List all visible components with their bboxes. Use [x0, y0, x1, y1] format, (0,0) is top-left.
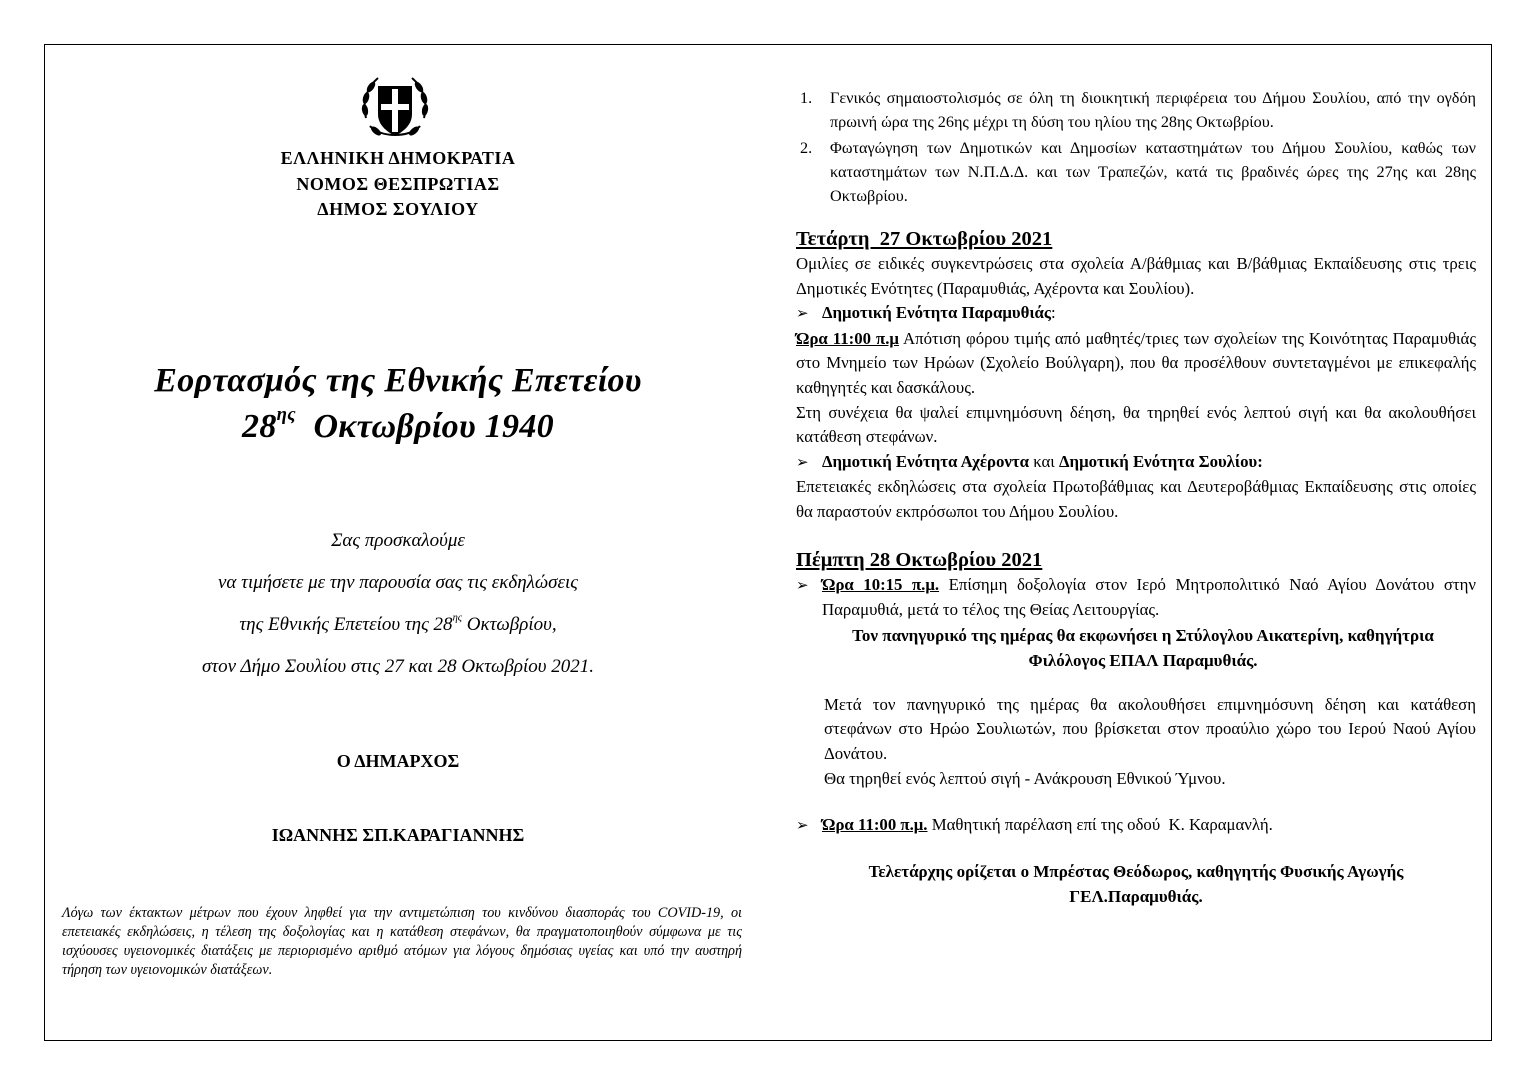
day1-time1: Ώρα 11:00 π.μ Απότιση φόρου τιμής από μαθητές/τριες των σχολείων της Κοινότητας Παραμυθιάς στο Μνημείο των Ηρώων (Σχολείο Βούλγαρη), που θα προσέλθουν συντεταγμένοι με επικεφαλής καθηγητές και δασκάλους. [796, 328, 1476, 397]
invitation-line-3: της Εθνικής Επετείου της $28^{\eta\varsigma}$ Οκτωβρίου, [239, 612, 557, 635]
day2-silence: Θα τηρηθεί ενός λεπτού σιγή - Ανάκρουση Εθνικού Ύμνου. [824, 768, 1226, 788]
list-item: 2. Φωταγώγηση των Δημοτικών και Δημοσίων καταστημάτων του Δήμου Σουλίου, καθώς των καταστημάτων των Ν.Π.Δ.Δ. και των Τραπεζών, κατά τις βραδινές ώρες της 27ης και 28ης Οκτωβρίου. [800, 139, 1476, 205]
mayor-title: Ο ΔΗΜΑΡΧΟΣ [336, 751, 460, 771]
program-column [796, 86, 1476, 909]
day2-time1: ➢ Ώρα 10:15 π.μ. Επίσημη δοξολογία στον Ιερό Μητροπολιτικό Ναό Αγίου Δονάτου στην Παραμυθιά, μετά το τέλος της Θείας Λειτουργίας. [796, 574, 1476, 620]
day2-after: Μετά τον πανηγυρικό της ημέρας θα ακολουθήσει επιμνημόσυνη δέηση και κατάθεση στεφάνων στο Ηρώο Σουλιωτών, που βρίσκεται στον προαύλιο χώρο του Ιερού Ναού Αγίου Δονάτου. [824, 694, 1476, 763]
day1-intro: Ομιλίες σε ειδικές συγκεντρώσεις στα σχολεία Α/βάθμιας και Β/βάθμιας Εκπαίδευσης στις τρεις Δημοτικές Ενότητες (Παραμυθιάς, Αχέροντα και Σουλίου). [796, 254, 1476, 298]
hellenic-republic-emblem [356, 70, 434, 148]
day1-unit1: ➢ Δημοτική Ενότητα Παραμυθιάς: [796, 301, 1476, 327]
invitation-line-1: Σας προσκαλούμε [331, 530, 465, 551]
general-measures-list [796, 86, 1476, 208]
day1-unit2-text: Επετειακές εκδηλώσεις στα σχολεία Πρωτοβάθμιας και Δευτεροβάθμιας Εκπαίδευσης στις οποίες θα παραστούν εκπρόσωποι του Δήμου Σουλίου. [796, 477, 1476, 521]
day1-unit2: ➢ Δημοτική Ενότητα Αχέροντα και Δημοτική Ενότητα Σουλίου: [796, 450, 1476, 476]
header-republic: ΕΛΛΗΝΙΚΗ ΔΗΜΟΚΡΑΤΙΑ [280, 148, 516, 168]
arrow-bullet-icon: ➢ [796, 818, 809, 835]
arrow-bullet-icon: ➢ [796, 454, 809, 471]
arrow-bullet-icon: ➢ [796, 306, 809, 323]
invitation-line-4: στον Δήμο Σουλίου στις 27 και 28 Οκτωβρίου 2021. [201, 656, 595, 677]
covid-notice: Λόγω των έκτακτων μέτρων που έχουν ληφθεί για την αντιμετώπιση του κινδύνου διασποράς του COVID-19, οι επετειακές εκδηλώσεις, η τέλεση της δοξολογίας και η κατάθεση στεφάνων, θα πραγματοποιηθούν σύμφωνα με τις ισχύουσες υγειονομικές διατάξεις με περιορισμένο αριθμό ατόμων για λόγους δημόσιας υγείας και υπό την αυστηρή τήρηση των υγειονομικών διατάξεων. [62, 905, 742, 978]
page-title [48, 362, 748, 400]
day2-marshal: Τελετάρχης ορίζεται ο Μπρέστας Θεόδωρος, καθηγητής Φυσικής Αγωγής ΓΕΛ.Παραμυθιάς. [868, 861, 1404, 906]
day1-follow: Στη συνέχεια θα ψαλεί επιμνημόσυνη δέηση, θα τηρηθεί ενός λεπτού σιγή και θα ακολουθήσει κατάθεση στεφάνων. [796, 402, 1476, 447]
day2-heading: Πέμπτη 28 Οκτωβρίου 2021 [796, 548, 1043, 571]
title-line1: Εορτασμός της Εθνικής Επετείου [154, 362, 642, 399]
list-item: 1. Γενικός σημαιοστολισμός σε όλη τη διοικητική περιφέρεια του Δήμου Σουλίου, από την ογδόη πρωινή ώρα της 26ης μέχρι τη δύση του ηλίου της 28ης Οκτωβρίου. [800, 89, 1476, 131]
day2-speech: Τον πανηγυρικό της ημέρας θα εκφωνήσει η Στύλογλου Αικατερίνη, καθηγήτρια Φιλόλογος ΕΠΑΛ Παραμυθιάς. [852, 625, 1434, 670]
day1-heading: Τετάρτη 27 Οκτωβρίου 2021 [796, 228, 1053, 250]
header-prefecture: ΝΟΜΟΣ ΘΕΣΠΡΩΤΙΑΣ [296, 174, 500, 194]
arrow-bullet-icon: ➢ [796, 577, 809, 594]
day2-time2: ➢ Ώρα 11:00 π.μ. Μαθητική παρέλαση επί της οδού Κ. Καραμανλή. [796, 813, 1476, 839]
page-title-date: $28^{\eta\varsigma}$ Οκτωβρίου 1940 [242, 404, 554, 445]
mayor-name: ΙΩΑΝΝΗΣ ΣΠ.ΚΑΡΑΓΙΑΝΝΗΣ [271, 825, 525, 845]
invitation-line-2: να τιμήσετε με την παρουσία σας τις εκδηλώσεις [217, 572, 579, 593]
header-municipality: ΔΗΜΟΣ ΣΟΥΛΙΟΥ [317, 199, 479, 219]
